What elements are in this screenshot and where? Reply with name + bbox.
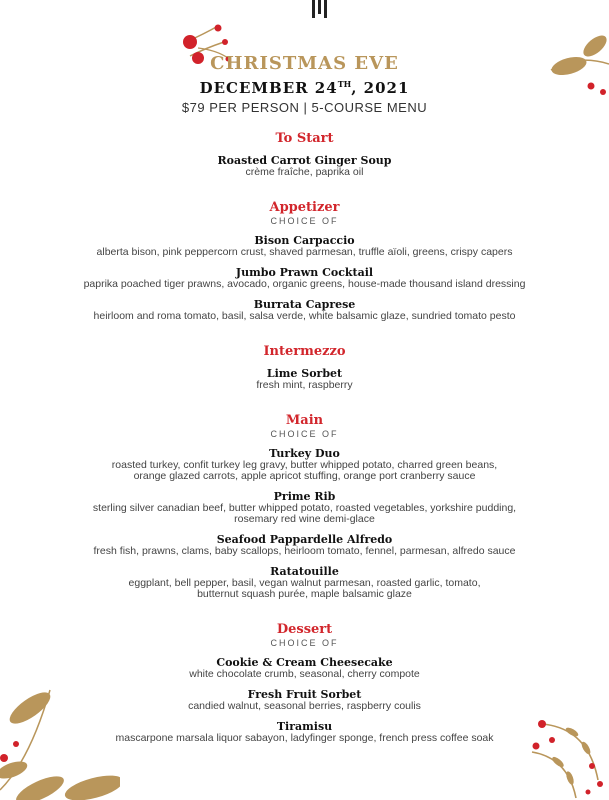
menu-item xyxy=(0,566,609,600)
menu-section xyxy=(0,200,609,322)
menu-title: CHRISTMAS EVE xyxy=(210,53,399,74)
menu-item-description: crème fraîche, paprika oil xyxy=(245,166,364,178)
section-items xyxy=(0,657,609,744)
section-subtitle: CHOICE OF xyxy=(270,429,339,439)
menu-item xyxy=(0,534,609,557)
menu-item-name: Jumbo Prawn Cocktail xyxy=(235,266,374,279)
section-title: Dessert xyxy=(276,622,333,637)
menu-header xyxy=(0,54,609,117)
section-title: Main xyxy=(285,413,324,428)
menu-item xyxy=(0,235,609,258)
date-suffix: TH xyxy=(337,79,352,89)
section-title: Intermezzo xyxy=(263,344,346,359)
price-line: $79 PER PERSON | 5-COURSE MENU xyxy=(181,100,428,115)
menu-item xyxy=(0,657,609,680)
menu-item xyxy=(0,267,609,290)
menu-item-name: Turkey Duo xyxy=(269,447,340,460)
menu-item-description: alberta bison, pink peppercorn crust, shaved parmesan, truffle aïoli, greens, crispy capers xyxy=(96,246,513,258)
menu-item-description: heirloom and roma tomato, basil, salsa verde, white balsamic glaze, sundried tomato pesto xyxy=(93,310,516,322)
menu-item xyxy=(0,155,609,178)
menu-item xyxy=(0,721,609,744)
section-subtitle: CHOICE OF xyxy=(270,638,339,648)
menu-body xyxy=(0,131,609,766)
menu-item-description: fresh fish, prawns, clams, baby scallops, heirloom tomato, fennel, parmesan, alfredo sauce xyxy=(93,545,516,557)
menu-item-description: paprika poached tiger prawns, avocado, organic greens, house-made thousand island dressing xyxy=(83,278,526,290)
menu-item-description: white chocolate crumb, seasonal, cherry compote xyxy=(189,668,420,680)
section-items xyxy=(0,155,609,178)
menu-item-description: mascarpone marsala liquor sabayon, ladyfinger sponge, french press coffee soak xyxy=(115,732,494,744)
event-date xyxy=(0,74,609,98)
menu-item xyxy=(0,299,609,322)
menu-item xyxy=(0,689,609,712)
section-items xyxy=(0,448,609,600)
menu-item-description: fresh mint, raspberry xyxy=(256,379,353,391)
menu-section xyxy=(0,622,609,744)
restaurant-logo-icon xyxy=(310,0,334,20)
menu-section xyxy=(0,131,609,178)
menu-item-description: sterling silver canadian beef, butter whipped potato, roasted vegetables, yorkshire pudding, rosemary red wine demi-glace xyxy=(92,502,517,525)
menu-item-name: Lime Sorbet xyxy=(266,367,343,380)
menu-item-name: Roasted Carrot Ginger Soup xyxy=(217,154,392,167)
date-year: , 2021 xyxy=(351,79,410,97)
menu-item-name: Ratatouille xyxy=(270,565,339,578)
menu-item-description: candied walnut, seasonal berries, raspberry coulis xyxy=(188,700,421,712)
section-title: Appetizer xyxy=(269,200,340,215)
menu-section xyxy=(0,413,609,600)
section-subtitle: CHOICE OF xyxy=(270,216,339,226)
date-main: DECEMBER 24 xyxy=(199,79,338,97)
menu-item-name: Tiramisu xyxy=(276,720,333,733)
menu-item-name: Burrata Caprese xyxy=(253,298,356,311)
menu-item-name: Seafood Pappardelle Alfredo xyxy=(216,533,393,546)
menu-item-name: Cookie & Cream Cheesecake xyxy=(216,656,393,669)
menu-section xyxy=(0,344,609,391)
menu-item-name: Fresh Fruit Sorbet xyxy=(247,688,362,701)
menu-item-name: Bison Carpaccio xyxy=(254,234,355,247)
menu-item xyxy=(0,491,609,525)
menu-item-name: Prime Rib xyxy=(273,490,336,503)
section-items xyxy=(0,235,609,322)
section-items xyxy=(0,368,609,391)
menu-item xyxy=(0,448,609,482)
section-title: To Start xyxy=(275,131,334,146)
menu-item-description: roasted turkey, confit turkey leg gravy, butter whipped potato, charred green beans, orange glazed carrots, apple apricot stuffing, orange port cranberry sauce xyxy=(111,459,498,482)
menu-item xyxy=(0,368,609,391)
menu-item-description: eggplant, bell pepper, basil, vegan walnut parmesan, roasted garlic, tomato, butternut squash purée, maple balsamic glaze xyxy=(128,577,481,600)
